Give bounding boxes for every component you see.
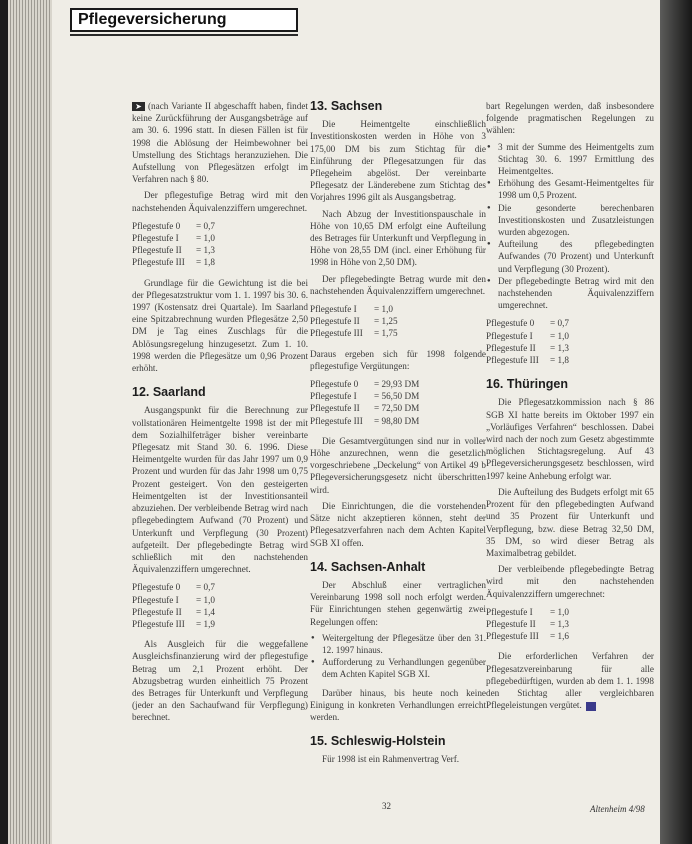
level-row: Pflegestufe I = 56,50 DM [310, 391, 420, 402]
paragraph: Daraus ergeben sich für 1998 folgende pflegestufige Vergütungen: [310, 348, 486, 371]
level-row: Pflegestufe I = 1,0 [310, 304, 393, 315]
level-table [132, 220, 308, 269]
level-table [132, 581, 308, 630]
text-column-3 [486, 100, 654, 715]
level-row: Pflegestufe II = 1,3 [132, 245, 215, 256]
level-table [310, 303, 486, 340]
section-heading: 16. Thüringen [486, 377, 568, 392]
paragraph: Der verbleibende pflegebedingte Betrag wird mit den nachstehenden Äquivalenzziffern umgerechnet: [486, 564, 654, 599]
level-row: Pflegestufe I = 1,0 [486, 606, 569, 617]
paragraph: Die erforderlichen Verfahren der Pflegesatzvereinbarung für alle pflegebedürftigen, wurden ab dem 1. 1. 1998 den Stichtag aller vergleichbaren Pflegeleistungen vergütet. [486, 651, 654, 711]
level-row: Pflegestufe I = 1,0 [132, 594, 215, 605]
section-heading: 15. Schleswig-Holstein [310, 734, 446, 749]
paragraph: bart Regelungen werden, daß insbesondere folgende pragmatischen Regelungen zu wählen: [486, 101, 654, 136]
list-item: ● Aufteilung des pflegebedingten Aufwandes (70 Prozent) und Unterkunft und Verpflegung (30 Prozent). [496, 238, 654, 275]
paragraph: Darüber hinaus, bis heute noch keine Einigung in konkreten Verhandlungen erreicht werden. [310, 687, 486, 722]
paragraph: Die Aufteilung des Budgets erfolgt mit 65 Prozent für den pflegebedingten Aufwand und 35 Prozent für Unterkunft und Verpflegung, bzw. diese Betrag 32,50 DM, 35 DM, so wird dieser Betrag als Maximalbetrag gebildet. [486, 486, 654, 558]
level-table [486, 317, 654, 366]
paragraph: Grundlage für die Gewichtung ist die bei der Pflegesatzstruktur vom 1. 1. 1997 bis 30. 6. 1997 (Kostensatz drei Quartale). Im Saarland eine Spitzabrechnung wurden Pflegesätze 2,50 DM je Tag eines Zuschlags für die Ablösungsregelung hinzugesetzt. Zum 1. 10. 1998 werden die Pflegesätze um 0,96 Prozent erhöht. [132, 277, 308, 374]
bullet-list [486, 141, 654, 312]
paragraph: Die Einrichtungen, die die vorstehenden Sätze nicht akzeptieren können, steht der Pflegesatzverfahren nach dem Achten Kapitel SGB XI offen. [310, 500, 486, 548]
paragraph: Der pflegestufige Betrag wird mit den nachstehenden Äquivalenzziffern umgerechnet. [132, 190, 308, 213]
publication-footer: Altenheim 4/98 [590, 804, 645, 814]
level-row: Pflegestufe III = 1,75 [310, 328, 398, 339]
level-row: Pflegestufe II = 1,25 [310, 316, 398, 327]
level-row: Pflegestufe II = 1,3 [486, 342, 569, 353]
section-title: Pflegeversicherung [78, 11, 227, 28]
section-header [70, 8, 298, 32]
paragraph: Der pflegebedingte Betrag wurde mit den nachstehenden Äquivalenzziffern umgerechnet. [310, 273, 486, 296]
list-item: ● Die gesonderte berechenbaren Investitionskosten und Zusatzleistungen wurden abgezogen. [496, 202, 654, 239]
level-row: Pflegestufe III = 1,6 [486, 631, 569, 642]
list-item: ● Weitergeltung der Pflegesätze über den 31. 12. 1997 hinaus. [320, 632, 486, 656]
section-heading: 14. Sachsen-Anhalt [310, 559, 426, 574]
text-column-2 [310, 100, 486, 770]
page-number: 32 [382, 801, 391, 811]
continuation-arrow-icon: ➤ [132, 102, 145, 111]
level-row: Pflegestufe III = 98,80 DM [310, 415, 420, 426]
paragraph: Für 1998 ist ein Rahmenvertrag Verf. [322, 754, 460, 765]
paragraph: Die Heimentgelte einschließlich Investitionskosten werden in Höhe von 3 175,00 DM bis zum Stichtag für die Einführung der Pflegesatzungen für das Pflegeheim abgelöst. Der vereinbarte Pflegesatz der Länderebene zum Stichtag des Vorjahres 1996 gilt als Ausgangsbetrag. [310, 119, 486, 203]
section-heading: 13. Sachsen [310, 99, 383, 113]
list-item: ● Aufforderung zu Verhandlungen gegenüber dem Achten Kapitel SGB XI. [320, 656, 486, 680]
article-end-mark-icon [586, 702, 596, 711]
paragraph: Die Gesamtvergütungen sind nur in voller Höhe anzurechnen, wenn die gesetzlich vorgeschriebene „Deckelung“ von Artikel 49 b Pflegeversicherungsgesetz nicht überschritten wird. [310, 435, 486, 495]
level-row: Pflegestufe 0 = 0,7 [132, 220, 215, 231]
paragraph: Ausgangspunkt für die Berechnung zur vollstationären Heimentgelte 1998 ist der mit dem Sozialhilfeträger bisher vereinbarte Pflegesatz mit Stand 30. 6. 1996. Diese Heimentgelte wurden für das Jahr 1997 um 0,9 Prozent und wurden für das Jahr 1998 um 0,75 Prozent gesteigert. Von den gesteigerten Heimentgelten ist der Investitionsanteil abzuziehen. Der verbleibende Betrag wird nach pflegebedingtem Aufwand (70 Prozent) und Unterkunft und Verpflegung (30 Prozent) aufgeteilt. Der pflegebedingte Betrag wird schließlich mit den nachstehenden Äquivalenzziffern umgerechnet. [132, 405, 308, 575]
level-row: Pflegestufe II = 1,4 [132, 606, 215, 617]
list-item: ● 3 mit der Summe des Heimentgelts zum Stichtag 30. 6. 1997 Ermittlung des Heimentgeltes. [496, 141, 654, 178]
paragraph: Als Ausgleich für die weggefallene Ausgleichsfinanzierung wird der pflegestufige Betrag um 2,1 Prozent erhöht. Der Abzugsbetrag wurden einheitlich 75 Prozent des Betrages für Unterkunft und Verpflegung (jeder an den Sachaufwand für Verpflegung) berechnet. [132, 639, 308, 723]
bullet-list [310, 632, 486, 681]
level-row: Pflegestufe III = 1,9 [132, 618, 215, 629]
level-row: Pflegestufe I = 1,0 [132, 233, 215, 244]
level-row: Pflegestufe 0 = 0,7 [486, 318, 569, 329]
level-row: Pflegestufe II = 72,50 DM [310, 403, 420, 414]
level-row: Pflegestufe 0 = 29,93 DM [310, 379, 420, 390]
list-item: ● Der pflegebedingte Betrag wird mit den nachstehenden Äquivalenzziffern umgerechnet. [496, 275, 654, 312]
text-column-1 [132, 100, 308, 728]
level-row: Pflegestufe III = 1,8 [486, 355, 569, 366]
list-item: ● Erhöhung des Gesamt-Heimentgeltes für 1998 um 0,5 Prozent. [496, 177, 654, 201]
paragraph: Der Abschluß einer vertraglichen Vereinbarung 1998 soll noch erfolgt werden. Für Einrichtungen stehen gegenwärtig zwei Regelungen offen: [310, 579, 486, 627]
level-table [310, 378, 486, 427]
paragraph: Nach Abzug der Investitionspauschale in Höhe von 10,65 DM erfolgt eine Aufteilung des Betrages für Unterkunft und Verpflegung in Höhe von 28,55 DM (incl. einer Erhöhung für 1998 in Höhe von 2,50 DM). [310, 208, 486, 268]
level-row: Pflegestufe 0 = 0,7 [132, 582, 215, 593]
level-row: Pflegestufe II = 1,3 [486, 618, 569, 629]
section-heading: 12. Saarland [132, 385, 206, 400]
paragraph: ➤ (nach Variante II abgeschafft haben, findet keine Zurückführung der Ausgangsbeträge auf am 30. 6. 1996 statt. In diesen Fällen ist für 1998 die Ablösung der Heimbewohner bei Umstellung des Stichtags heranzuziehen. Die Aufstellung von Pflegesätzen erfolgt im Verfahren nach § 80. [132, 101, 308, 185]
header-rule [70, 34, 298, 36]
book-spine-shadow [660, 0, 692, 844]
level-row: Pflegestufe I = 1,0 [486, 330, 569, 341]
paragraph: Die Pflegesatzkommission nach § 86 SGB XI hatte bereits im Oktober 1997 ein „Vorläufiges Verfahren“ beschlossen. Dabei wird nach der noch zum Gesetz abgestimmte möglichen Stichtagsregelung. Auf 43 Pflegeversicherungsgesetz beschlossen, wird 1997 keine Anhebung erfolgt war. [486, 397, 654, 481]
level-row: Pflegestufe III = 1,8 [132, 257, 215, 268]
level-table [486, 606, 654, 643]
